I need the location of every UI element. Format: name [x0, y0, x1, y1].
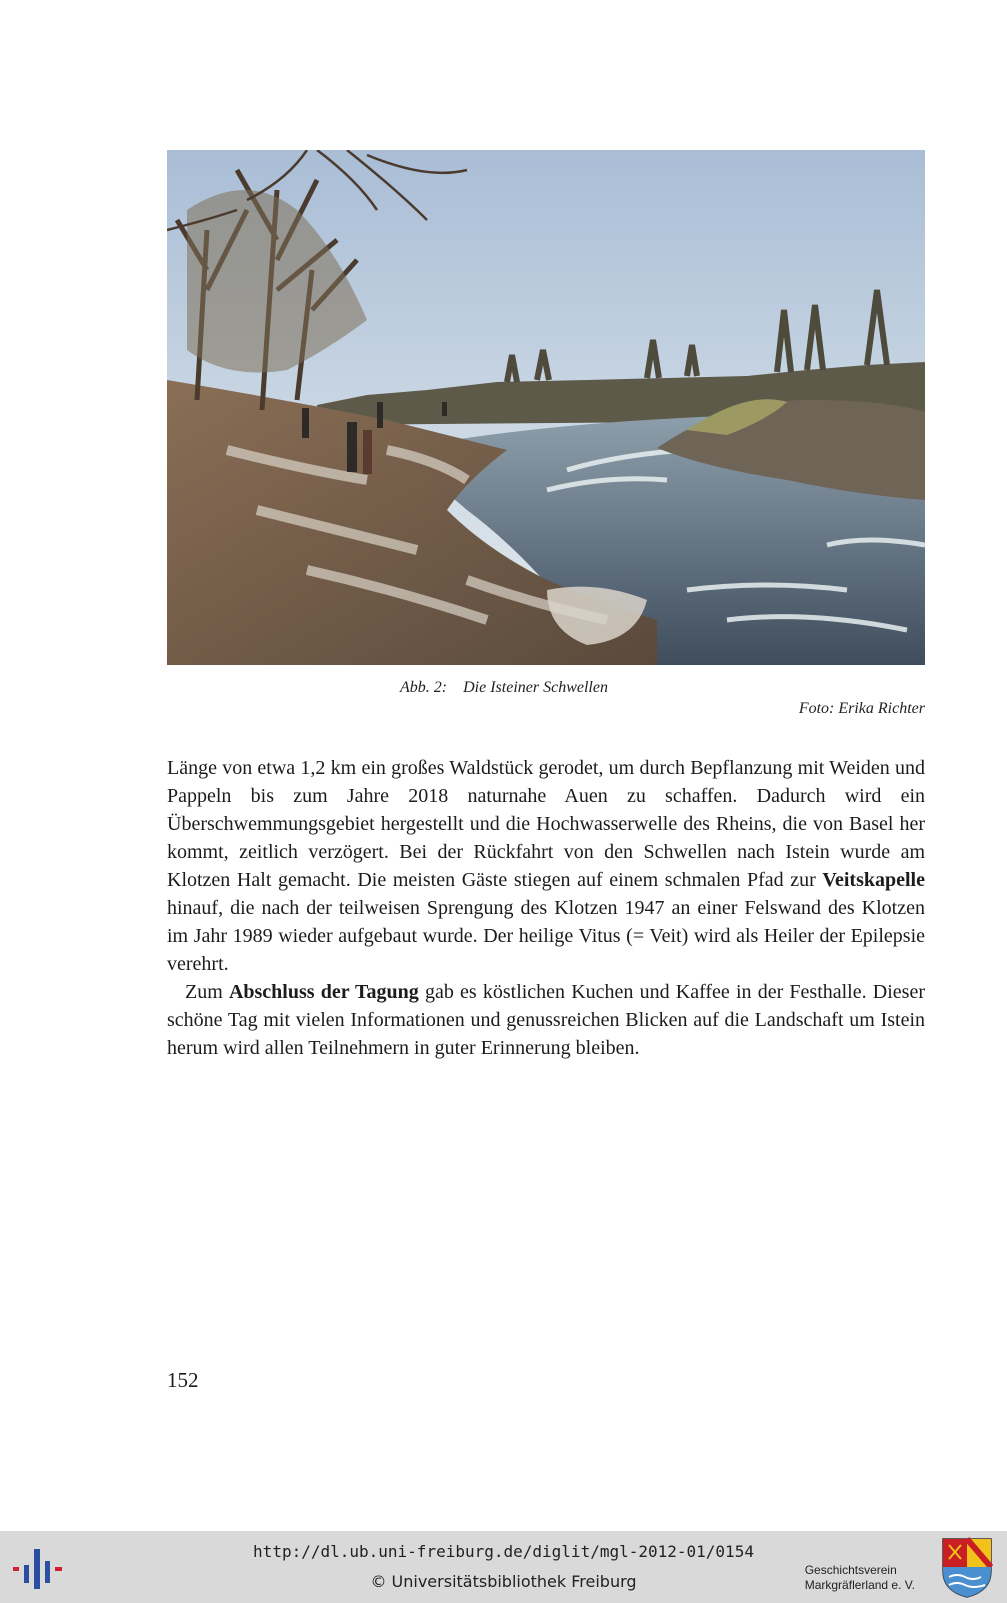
footer-bar	[0, 1531, 1007, 1603]
page-number: 152	[167, 1368, 199, 1392]
paragraph-1-text-b: hinauf, die nach der teilweisen Sprengung des Klotzen 1947 an einer Felswand des Klotzen im Jahr 1989 wieder aufgebaut wurde. Der heilige Vitus (= Veit) wird als Heiler der Epilepsie verehrt.	[167, 897, 925, 975]
paragraph-2-text-b: gab es köstlichen Kuchen und Kaffee in der Festhalle. Dieser schöne Tag mit vielen Informationen und genussreichen Blicken auf die Landschaft um Istein herum wird allen Teilnehmern in guter Erinnerung bleiben.	[167, 981, 925, 1059]
photo-credit: Foto: Erika Richter	[798, 700, 925, 717]
article-body	[167, 754, 925, 1062]
river-photo-illustration	[167, 150, 925, 665]
society-name	[805, 1563, 915, 1593]
figure-caption-label: Abb. 2:	[400, 679, 448, 696]
river-photo	[167, 150, 925, 665]
figure-caption-text: Die Isteiner Schwellen	[463, 679, 608, 696]
paragraph-2-bold: Abschluss der Tagung	[228, 981, 419, 1003]
paragraph-2	[167, 978, 925, 1062]
footer-copyright: © Universitätsbibliothek Freiburg	[370, 1572, 637, 1591]
paragraph-1-text-a: Länge von etwa 1,2 km ein großes Waldstück gerodet, um durch Bepflanzung mit Weiden und Pappeln bis zum Jahre 2018 naturnahe Auen zu schaffen. Dadurch wird ein Überschwemmungsgebiet hergestellt und die Hochwasserwelle des Rheins, die von Basel her kommt, zeitlich verzögert. Bei der Rückfahrt von den Schwellen nach Istein wurde am Klotzen Halt gemacht. Die meisten Gäste stiegen auf einem schmalen Pfad zur	[167, 757, 925, 891]
footer-url-link[interactable]: http://dl.ub.uni-freiburg.de/diglit/mgl-2012-01/0154	[253, 1542, 754, 1561]
paragraph-1	[167, 754, 925, 978]
paragraph-2-text-a: Zum	[185, 981, 229, 1003]
markgraeflerland-crest-icon	[941, 1537, 993, 1599]
society-name-line-1: Geschichtsverein	[804, 1563, 897, 1577]
society-name-line-2: Markgräflerland e. V.	[804, 1578, 915, 1592]
figure-caption	[400, 679, 608, 697]
paragraph-1-bold: Veitskapelle	[822, 869, 925, 891]
